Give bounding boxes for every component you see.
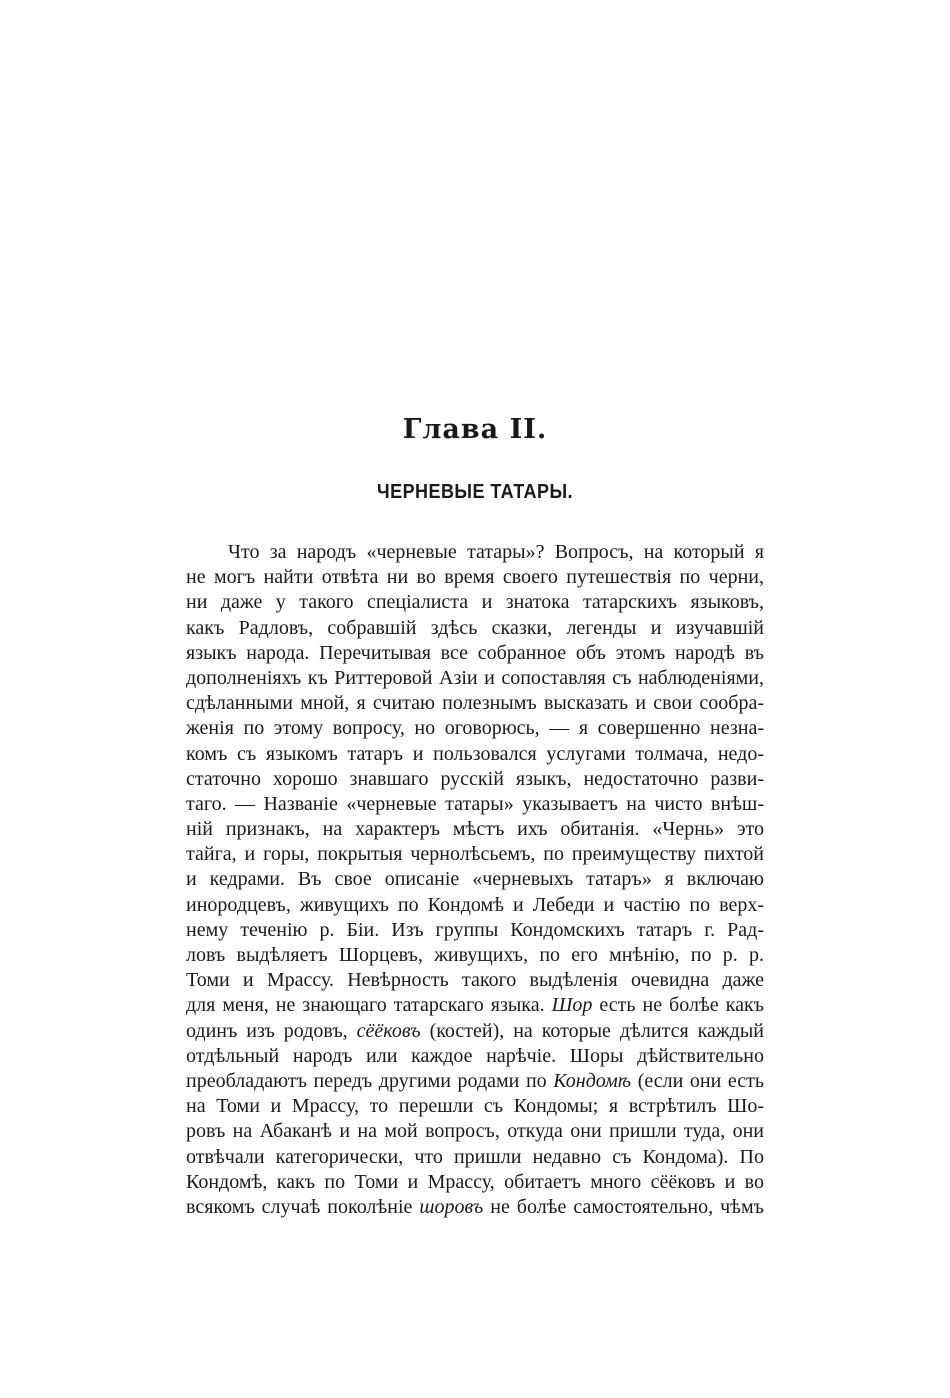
text-line (186, 1069, 764, 1094)
text-segment: отвѣчали категорически, что пришли недавно съ Кондома). По (186, 1145, 764, 1168)
text-segment: таго. — Названіе «черневые татары» указываетъ на чисто внѣш- (186, 792, 764, 815)
text-segment: не могъ найти отвѣта ни во время своего путешествія по черни, (186, 566, 764, 589)
text-segment: (если они есть (631, 1069, 764, 1092)
text-line (186, 716, 764, 741)
italic-term: сёёковъ (356, 1019, 421, 1042)
text-segment: языкъ народа. Перечитывая все собранное объ этомъ народѣ въ (186, 641, 764, 664)
text-segment: женія по этому вопросу, но оговорюсь, — я совершенно незна- (186, 717, 764, 740)
text-segment: на Томи и Мрассу, то перешли съ Кондомы; я встрѣтилъ Шо- (186, 1095, 764, 1118)
text-segment: отдѣльный народъ или каждое нарѣчіе. Шоры дѣйствительно (186, 1044, 764, 1067)
text-line (186, 993, 764, 1018)
text-line (186, 867, 764, 892)
text-segment: Что за народъ «черневые татары»? Вопросъ, на который я (228, 541, 764, 563)
text-segment: есть не болѣе какъ (592, 994, 765, 1017)
chapter-subtitle: ЧЕРНЕВЫЕ ТАТАРЫ. (377, 481, 573, 503)
text-line (186, 666, 764, 691)
text-segment: преобладаютъ передъ другими родами по (186, 1069, 554, 1092)
text-segment: ровъ на Абаканѣ и на мой вопросъ, откуда они пришли туда, они (186, 1120, 764, 1143)
text-line (186, 1119, 764, 1144)
text-segment: статочно хорошо знавшаго русскій языкъ, недостаточно разви- (186, 767, 764, 790)
text-line (186, 767, 764, 792)
italic-term: Шор (551, 994, 593, 1017)
text-line (186, 1170, 764, 1195)
text-line (186, 1094, 764, 1119)
text-segment: Томи и Мрассу. Невѣрность такого выдѣленія очевидна даже (186, 969, 764, 992)
italic-term: Кондомѣ (553, 1069, 632, 1092)
text-segment: одинъ изъ родовъ, (186, 1019, 357, 1042)
text-line (186, 616, 764, 641)
text-line (186, 817, 764, 842)
text-line (186, 918, 764, 943)
text-segment: ній признакъ, на характеръ мѣстъ ихъ обитанія. «Чернь» это (186, 818, 764, 841)
text-line (186, 1019, 764, 1044)
text-line (186, 1145, 764, 1170)
text-line (186, 590, 764, 615)
text-segment: нему теченію р. Біи. Изъ группы Кондомскихъ татаръ г. Рад- (186, 918, 764, 941)
text-segment: (костей), на которые дѣлится каждый (420, 1019, 764, 1042)
text-line (186, 691, 764, 716)
text-segment: комъ съ языкомъ татаръ и пользовался услугами толмача, недо- (186, 742, 764, 765)
text-segment: сдѣланными мной, я считаю полезнымъ высказать и свои сообра- (186, 692, 764, 715)
text-segment: ловъ выдѣляетъ Шорцевъ, живущихъ, по его мнѣнію, по р. р. (186, 944, 764, 966)
text-segment: инородцевъ, живущихъ по Кондомѣ и Лебеди и частію по верх- (186, 893, 764, 916)
paragraph-body (186, 540, 764, 1220)
text-line (186, 893, 764, 918)
text-segment: дополненіяхъ къ Риттеровой Азіи и сопоставляя съ наблюденіями, (186, 666, 764, 689)
text-line (186, 1195, 764, 1220)
text-segment: для меня, не знающаго татарскаго языка. (186, 994, 552, 1017)
text-segment: и кедрами. Въ свое описаніе «черневыхъ татаръ» я включаю (186, 868, 764, 891)
italic-term: шоровъ (419, 1195, 484, 1218)
text-line (186, 968, 764, 993)
text-line (186, 565, 764, 590)
text-segment: ни даже у такого спеціалиста и знатока татарскихъ языковъ, (186, 591, 764, 614)
text-line (186, 641, 764, 666)
text-segment: Кондомѣ, какъ по Томи и Мрассу, обитаетъ много сёёковъ и во (186, 1170, 764, 1193)
text-line (186, 742, 764, 767)
chapter-title: Глава II. (402, 414, 548, 445)
text-line (186, 1044, 764, 1069)
text-line (186, 842, 764, 867)
text-segment: тайга, и горы, покрытыя чернолѣсьемъ, по преимуществу пихтой (186, 843, 764, 866)
text-segment: не болѣе самостоятельно, чѣмъ (483, 1195, 764, 1218)
text-line (186, 540, 764, 565)
text-segment: всякомъ случаѣ поколѣніе (186, 1195, 420, 1218)
text-line (186, 792, 764, 817)
text-segment: какъ Радловъ, собравшій здѣсь сказки, легенды и изучавшій (186, 616, 764, 639)
text-line (186, 943, 764, 968)
